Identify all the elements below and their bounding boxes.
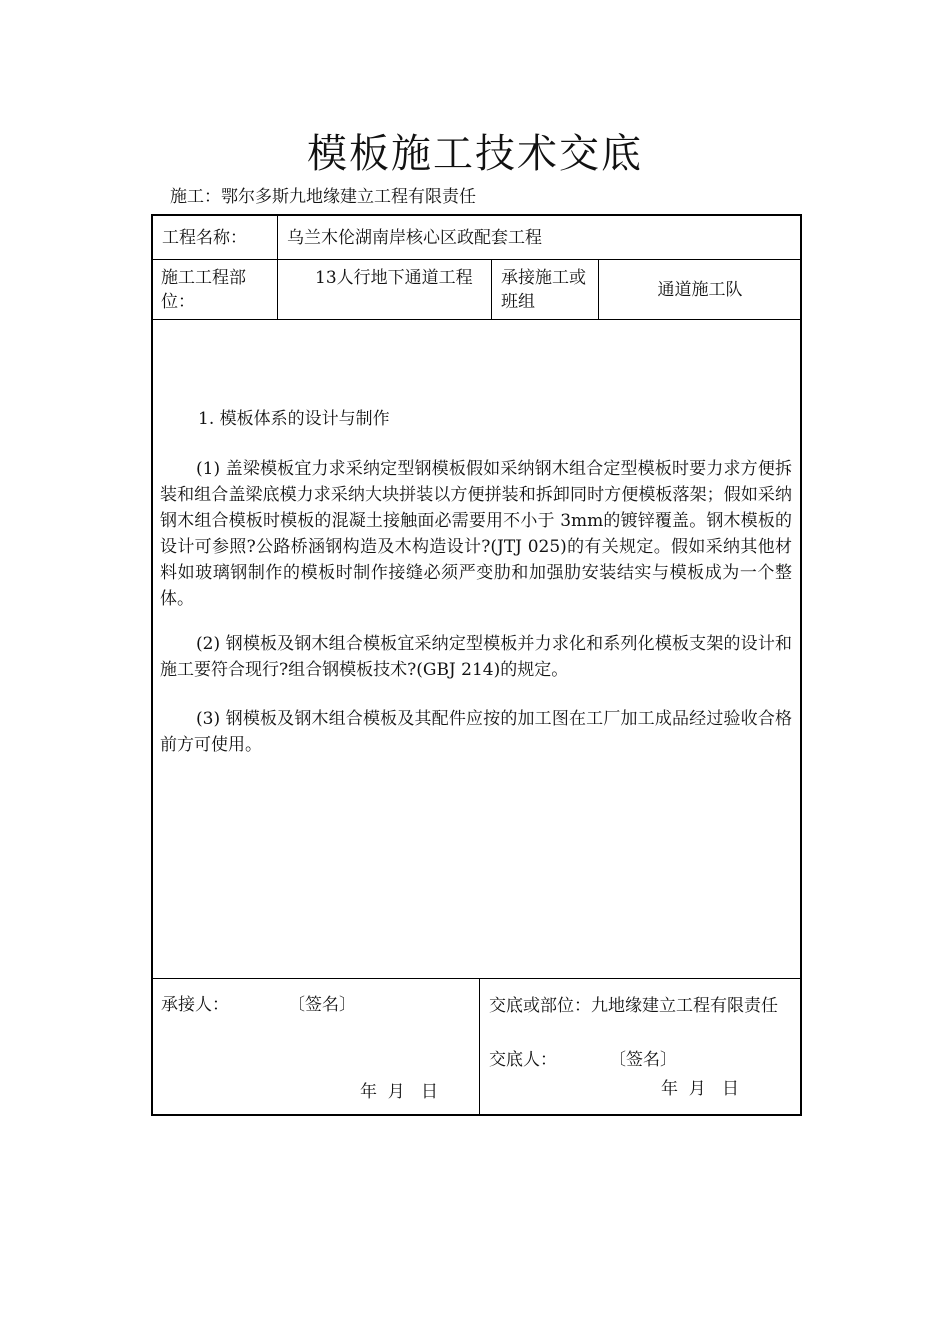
row-divider-2 (151, 319, 802, 320)
row-divider-1 (151, 259, 802, 260)
section-heading: 1. 模板体系的设计与制作 (198, 409, 390, 429)
contractor-line: 施工：鄂尔多斯九地缘建立工程有限责任 (170, 187, 476, 207)
team-value: 通道施工队 (657, 280, 743, 300)
receiver-signature: 〔签名〕 (288, 995, 356, 1015)
issuer-signature: 〔签名〕 (609, 1050, 677, 1070)
issuer-organization: 交底或部位：九地缘建立工程有限责任 (489, 996, 778, 1016)
issuer-person-label: 交底人： (489, 1050, 557, 1070)
issuer-date: 年 月 日 (661, 1079, 740, 1099)
receiver-date: 年 月 日 (360, 1082, 439, 1102)
paragraph-2: (2) 钢模板及钢木组合模板宜采纳定型模板并力求化和系列化模板支架的设计和施工要符合现行?组合钢模板技术?(GBJ 214)的规定。 (160, 634, 792, 680)
team-label: 承接施工或班组 (501, 268, 586, 312)
receiver-label: 承接人： (161, 995, 229, 1015)
paragraph-1: (1) 盖梁模板宜力求采纳定型钢模板假如采纳钢木组合定型模板时要力求方便拆装和组合盖梁底模力求采纳大块拼装以方便拼装和拆卸同时方便模板落架；假如采纳钢木组合模板时模板的混凝土接触面必需要用不小于 3mm的镀锌覆盖。钢木模板的设计可参照?公路桥涵钢构造及木构造设计?(JTJ 025)的有关规定。假如采纳其他材料如玻璃钢制作的模板时制作接缝必须严变肋和加强肋安装结实与模板成为一个整体。 (160, 459, 792, 609)
row-divider-3 (151, 978, 802, 979)
document-title: 模板施工技术交底 (307, 131, 643, 177)
project-name-label: 工程名称： (162, 228, 247, 248)
col-divider-signature (479, 978, 480, 1116)
project-name-value: 乌兰木伦湖南岸核心区政配套工程 (287, 228, 542, 248)
construction-part-value: 13人行地下通道工程 (315, 268, 473, 288)
col-divider-part (491, 259, 492, 319)
col-divider-label (277, 214, 278, 319)
paragraph-3: (3) 钢模板及钢木组合模板及其配件应按的加工图在工厂加工成品经过验收合格前方可使用。 (160, 709, 792, 755)
construction-part-label: 施工工程部位： (161, 268, 246, 312)
